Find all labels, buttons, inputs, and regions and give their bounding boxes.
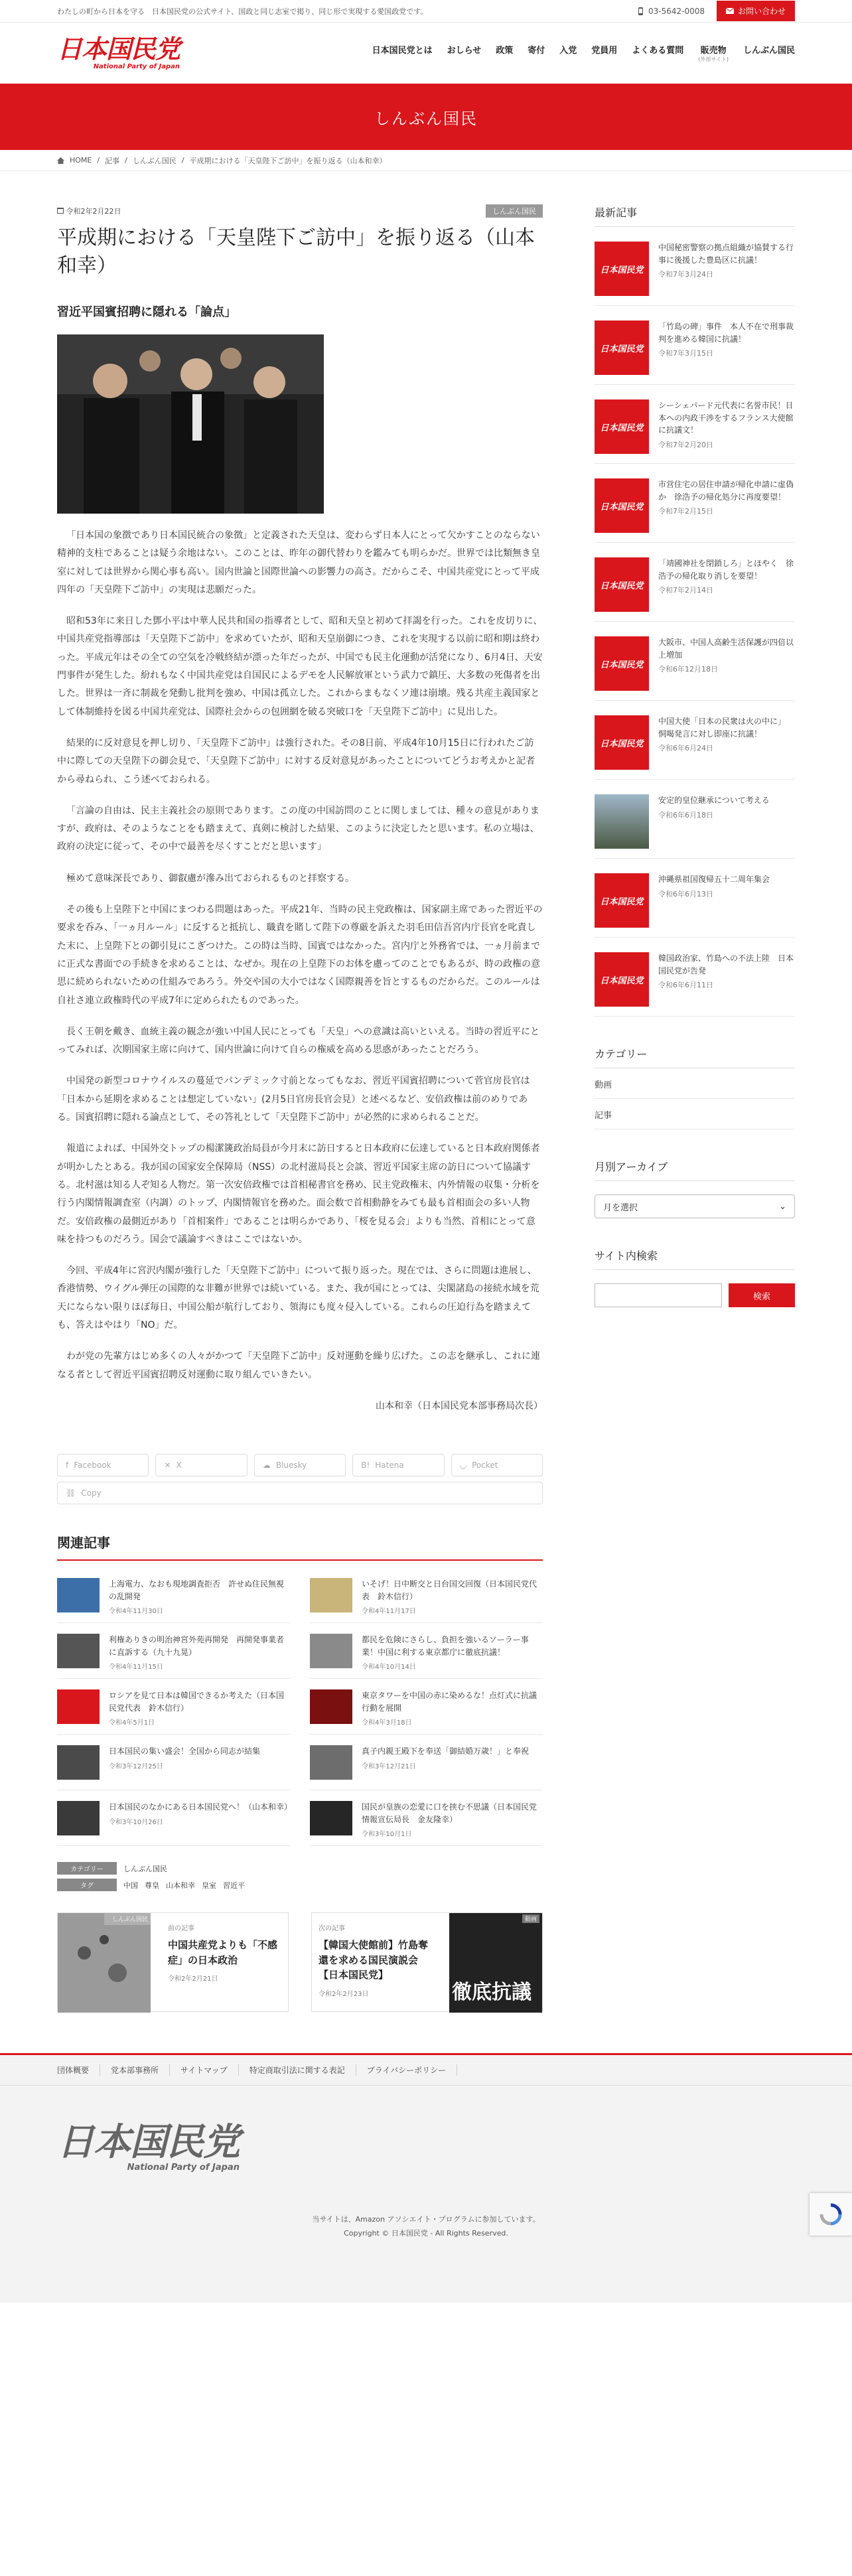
recent-post[interactable] (595, 385, 795, 464)
related-title: いそげ！日中断交と日台国交回復（日本国民党代表 鈴木信行） (362, 1579, 537, 1601)
sidebar (595, 204, 795, 2012)
recent-list (595, 227, 795, 1017)
footer-link[interactable]: プライバシーポリシー (366, 2066, 447, 2076)
related-date: 令和4年11月17日 (362, 1608, 416, 1616)
recent-title: 中国大使「日本の民衆は火の中に」 恫喝発言に対し即座に抗議！ (658, 717, 786, 739)
recent-title: シーシェパード元代表に名誉市民！日本への内政干渉をするフランス大使館に抗議文！ (658, 401, 794, 435)
prev-post-card[interactable]: しんぶん国民 前の記事 中国共産党よりも「不感症」の日本政治 令和2年2月21日 (57, 1912, 289, 2012)
related-date: 令和3年10月1日 (362, 1831, 412, 1839)
archive-heading: 月別アーカイブ (595, 1159, 795, 1181)
facebook-icon: f (66, 1461, 69, 1470)
related-thumbnail (57, 1634, 100, 1668)
related-title: 日本国民の集い盛会！全国から同志が結集 (109, 1747, 261, 1756)
breadcrumb-category[interactable]: しんぶん国民 (132, 156, 177, 165)
recent-date: 令和7年3月24日 (658, 270, 713, 279)
article-paragraph: わが党の先輩方はじめ多くの人々がかつて「天皇陛下ご訪中」反対運動を繰り広げた。この志を継承し、これに連なる者として習近平国賓招聘反対運動に取り組んでいきたい。 (57, 1351, 540, 1380)
article-paragraph: 報道によれば、中国外交トップの楊潔篪政治局員が今月末に訪日すると日本政府に伝達していると日本政府関係者が明かしたとある。我が国の国家安全保障局（NSS）の北村滋局長と会談、習近平国家主席の訪日について協議する。北村滋は知る人ぞ知る人物だ。第一次安倍政権では首相秘書官を務め、民主党政権末、内外情報の収集・分析を行う内閣情報調査室（内調）のトップ、内閣情報官を務めた。面会数で首相動静をみても最も首相面会の多い人物だ。安倍政権の最側近があり「首相案件」であることは明らかであり、「桜を見る会」よりも当然、首相にとって意味を持つものだろう。国会で議論すべきはここではないか。 (57, 1143, 540, 1245)
recent-date: 令和7年3月15日 (658, 349, 713, 358)
tag-link[interactable]: 山本和幸 (166, 1881, 195, 1890)
related-thumbnail (57, 1578, 100, 1612)
article-paragraph: 今回、平成4年に宮沢内閣が強行した「天皇陛下ご訪中」について振り返った。現在では、さらに問題は進展し、香港情勢、ウイグル弾圧の国際的な非難が世界では続いている。また、我が国にとっては、尖閣諸島の接続水域を荒天にならない限りほぼ毎日、中国公船が航行しており、領海にも度々侵入している。これらの圧迫行為を踏まえても、答えはやはり「NO」だ。 (57, 1265, 539, 1330)
nav-shop[interactable]: 販売物 (外部サイト) (698, 46, 729, 62)
recaptcha-icon (819, 2203, 842, 2226)
category-list (595, 1068, 795, 1129)
article-paragraph: 「言論の自由は、民主主義社会の原則であります。この度の中国訪問のことに関しましては、種々の意見がありますが、政府は、そのようなことをも踏まえて、真剣に検討した結果、このように決定したと思います。私の立場は、政府の決定に従って、その中で最善を尽くすことだと思います」 (57, 805, 539, 853)
related-item[interactable] (310, 1790, 543, 1846)
recent-post[interactable] (595, 780, 795, 859)
footer-link[interactable]: 党本部事務所 (111, 2066, 159, 2076)
related-date: 令和3年10月26日 (109, 1818, 163, 1826)
share-x-button[interactable]: ✕ X (155, 1454, 247, 1476)
copyright: Copyright © 日本国民党 - All Rights Reserved. (344, 2229, 508, 2238)
recent-thumbnail (595, 794, 649, 849)
copy-link-button[interactable]: ⛓ Copy (57, 1482, 543, 1504)
related-title: 上海電力、なおも現地調査拒否 許せぬ住民無視の乱開発 (109, 1579, 285, 1601)
article-photo (57, 334, 324, 514)
phone-icon (637, 7, 644, 15)
logo-subtitle: National Party of Japan (93, 62, 180, 70)
bluesky-icon: ☁ (262, 1461, 271, 1470)
footer-link[interactable]: 特定商取引法に関する表記 (249, 2066, 345, 2076)
recent-post[interactable] (595, 701, 795, 780)
article-paragraph: 結果的に反対意見を押し切り、「天皇陛下ご訪中」は強行された。その8日前、平成4年10月15日に行われたご訪中に際しての天皇陛下の御会見で、「天皇陛下ご訪中」に対する反対意見があったことについてどうお考えかと記者から尋ねられ、こう述べておられる。 (57, 737, 535, 785)
recaptcha-badge[interactable] (810, 2193, 852, 2236)
article-paragraph: 中国発の新型コロナウイルスの蔓延でパンデミック寸前となってもなお、習近平国賓招聘について菅官房長官は「日本から延期を求めることは想定していない」(2月5日官房長官会見）と述べるなど、安倍政権は前のめりである。国賓招聘に隠れる論点として、その答礼として「天皇陛下ご訪中」が必然的に求められることだ。 (57, 1076, 530, 1123)
breadcrumb-articles[interactable]: 記事 (105, 156, 120, 165)
site-tagline: わたしの町から日本を守る 日本国民党の公式サイト、国政と同じ志室で掲り、同じ形で実現する愛国政党です。 (57, 7, 428, 16)
footer-links (0, 2055, 852, 2086)
recent-thumbnail: 日本国民党 (595, 715, 649, 770)
phone-number[interactable]: 03-5642-0008 (637, 7, 705, 16)
related-title: ロシアを見て日本は韓国できるか考えた（日本国民党代表 鈴木信行） (109, 1691, 285, 1713)
page-banner: しんぶん国民 (0, 84, 852, 150)
site-logo[interactable] (57, 36, 180, 70)
recent-post[interactable] (595, 464, 795, 543)
related-date: 令和4年3月18日 (362, 1719, 412, 1727)
related-heading: 関連記事 (57, 1532, 543, 1561)
recent-thumbnail: 日本国民党 (595, 321, 649, 375)
article-subtitle: 習近平国賓招聘に隠れる「論点」 (57, 305, 236, 319)
recent-thumbnail: 日本国民党 (595, 557, 649, 612)
related-title: 東京タワーを中国の赤に染めるな！点灯式に抗議行動を展開 (362, 1691, 537, 1713)
nav-about[interactable]: 日本国民党とは (372, 46, 433, 56)
recent-title: 「靖國神社を閉鎖しろ」とほやく 徐浩予の帰化取り消しを要望！ (658, 559, 794, 581)
related-thumbnail (310, 1745, 352, 1780)
post-category-badge[interactable]: しんぶん国民 (486, 204, 543, 218)
recent-date: 令和7年2月20日 (658, 440, 713, 449)
recent-post[interactable] (595, 227, 795, 306)
next-post-card[interactable]: 次の記事 【韓国大使館前】竹島奪還を求める国民演説会【日本国民党】 令和2年2月23日 動画 徹底抗議 (311, 1912, 543, 2012)
footer-copy (0, 2213, 852, 2241)
article-paragraph: 昭和53年に来日した鄧小平は中華人民共和国の指導者として、昭和天皇と初めて拝謁を行った。これを皮切りに、中国共産党指導部は「天皇陛下ご訪中」を求めていたが、昭和天皇崩御につき、これを実現する以前に昭和期は終わった。平成元年はその全ての空気を冷戦終結が漂った年だったが、中国でも民主化運動が活発になり、6月4日、天安門事件が発生した。紛れもなく中国共産党は自国民によるデモを人民解放軍という武力で鎮圧、大多数の死傷者を出した。世界は一斉に制裁を発動し批判を強め、中国は孤立した。これからまもなくソ連は崩壊。残る共産主義国家として体制維持を図る中国共産党は、国際社会からの包囲網を破る突破口を「天皇陛下ご訪中」に見出した。 (57, 616, 543, 717)
related-item[interactable] (310, 1623, 543, 1679)
article-signature: 山本和幸（日本国民党本部事務局次長） (376, 1400, 543, 1411)
related-title: 真子内親王殿下を奉送「御結婚万歳！」と奉祝 (362, 1747, 530, 1756)
related-date: 令和3年12月25日 (109, 1762, 163, 1770)
recent-post[interactable] (595, 306, 795, 385)
category-label: カテゴリー (57, 1862, 117, 1875)
share-bluesky-button[interactable]: ☁ Bluesky (254, 1454, 346, 1476)
related-thumbnail (57, 1801, 100, 1835)
chevron-down-icon: ⌄ (779, 1201, 786, 1212)
related-date: 令和4年5月1日 (109, 1719, 155, 1727)
tag-link[interactable]: 習近平 (223, 1881, 245, 1890)
recent-title: 「竹島の碑」事件 本人不在で刑事裁判を進める韓国に抗議！ (658, 322, 794, 344)
recent-post[interactable] (595, 622, 795, 701)
calendar-icon (57, 207, 64, 214)
related-thumbnail (57, 1745, 100, 1780)
footer-link[interactable]: サイトマップ (180, 2066, 228, 2076)
search-button[interactable]: 検索 (729, 1283, 795, 1307)
contact-button[interactable]: お問い合わせ (717, 1, 795, 21)
home-icon (57, 157, 64, 164)
share-hatena-button[interactable]: B! Hatena (352, 1454, 444, 1476)
recent-date: 令和7年2月14日 (658, 586, 713, 595)
footer-logo[interactable]: 日本国民党 National Party of Japan (57, 2121, 240, 2173)
related-date: 令和3年12月21日 (362, 1762, 416, 1770)
recent-thumbnail: 日本国民党 (595, 873, 649, 928)
site-header (0, 23, 852, 84)
post-taxonomy (57, 1862, 543, 1891)
breadcrumb-current: 平成期における「天皇陛下ご訪中」を振り返る（山本和幸） (189, 156, 387, 165)
nav-donate[interactable]: 寄付 (528, 46, 545, 56)
search-form (595, 1283, 795, 1307)
recent-thumbnail: 日本国民党 (595, 399, 649, 454)
article-paragraph: 極めて意味深長であり、御叡慮が滲み出ておられるものと拝察する。 (66, 873, 354, 884)
related-title: 利権ありきの明治神宮外苑再開発 再開発事業者に直訴する（九十九晃） (109, 1635, 285, 1657)
related-thumbnail (57, 1689, 100, 1724)
share-buttons (57, 1454, 543, 1476)
recent-title: 市営住宅の居住申請が帰化申請に虚偽か 徐浩予の帰化処分に再度要望！ (658, 480, 794, 502)
related-title: 日本国民のなかにある日本国民党へ！（山本和幸） (109, 1802, 293, 1812)
related-date: 令和4年10月14日 (362, 1664, 416, 1672)
related-item[interactable] (310, 1567, 543, 1623)
breadcrumb-home[interactable]: HOME (70, 156, 92, 165)
recent-date: 令和6年6月24日 (658, 744, 713, 753)
recent-post[interactable] (595, 938, 795, 1017)
tag-link[interactable]: 尊皇 (145, 1881, 159, 1890)
recent-thumbnail: 日本国民党 (595, 242, 649, 296)
nav-news[interactable]: おしらせ (447, 46, 482, 56)
share-pocket-button[interactable]: ◡ Pocket (451, 1454, 543, 1476)
recent-title: 大阪市、中国人高齢生活保護が四倍以上増加 (658, 638, 794, 660)
recent-date: 令和6年12月18日 (658, 665, 718, 674)
next-post-thumbnail: 動画 徹底抗議 (449, 1913, 542, 2013)
recent-post[interactable] (595, 859, 795, 938)
related-item[interactable] (57, 1679, 290, 1735)
related-thumbnail (310, 1689, 352, 1724)
recent-thumbnail: 日本国民党 (595, 636, 649, 691)
related-title: 都民を危険にさらし、負担を強いるソーラー事業！中国に利する東京都庁に徹底抗議！ (362, 1635, 529, 1657)
prev-post-thumbnail: しんぶん国民 (58, 1913, 151, 2013)
nav-policy[interactable]: 政策 (496, 46, 514, 56)
related-thumbnail (310, 1801, 352, 1835)
archive-select[interactable]: 月を選択 ⌄ (595, 1194, 795, 1218)
article-body (57, 527, 543, 1415)
prev-next-nav (57, 1912, 543, 2012)
nav-faq[interactable]: よくある質問 (632, 46, 684, 56)
recent-title: 沖縄県祖国復帰五十二周年集会 (658, 875, 770, 884)
category-item-articles[interactable]: 記事 (595, 1111, 612, 1121)
main-content (57, 204, 543, 2012)
recent-date: 令和7年2月15日 (658, 507, 713, 516)
x-icon: ✕ (164, 1461, 171, 1470)
breadcrumb: HOME / 記事 / しんぶん国民 / 平成期における「天皇陛下ご訪中」を振り返る（山本和幸） (0, 150, 852, 171)
nav-members[interactable]: 党員用 (591, 46, 618, 56)
article-paragraph: 長く王朝を戴き、血統主義の観念が強い中国人民にとっても「天皇」への意識は高いといえる。当時の習近平にとってみれば、次期国家主席に向けて、国内世論に向けて自らの権威を高める思惑があったことだろう。 (57, 1026, 540, 1056)
recent-title: 中国秘密警察の拠点組織が協賛する行事に後援した豊島区に抗議！ (658, 243, 794, 265)
recent-thumbnail: 日本国民党 (595, 952, 649, 1007)
related-item[interactable] (57, 1567, 290, 1623)
page-title: 平成期における「天皇陛下ご訪中」を振り返る（山本和幸） (57, 226, 535, 277)
mail-icon (726, 8, 734, 14)
nav-shinbun[interactable]: しんぶん国民 (743, 46, 795, 56)
category-link[interactable]: しんぶん国民 (123, 1864, 167, 1873)
related-thumbnail (310, 1578, 352, 1612)
category-heading: カテゴリー (595, 1046, 795, 1068)
global-nav (372, 43, 795, 63)
recent-date: 令和6年6月13日 (658, 889, 713, 898)
related-date: 令和4年11月30日 (109, 1608, 163, 1616)
related-title: 国民が皇族の恋愛に口を挟む不思議（日本国民党情報宣伝局長 金友隆幸） (362, 1802, 537, 1824)
related-item[interactable] (57, 1790, 293, 1846)
search-input[interactable] (595, 1283, 722, 1307)
recent-thumbnail: 日本国民党 (595, 478, 649, 533)
site-footer (0, 2053, 852, 2303)
search-heading: サイト内検索 (595, 1248, 795, 1270)
recent-title: 韓国政治家、竹島への不法上陸 日本国民党が告発 (658, 954, 794, 975)
category-item-video[interactable]: 動画 (595, 1080, 612, 1090)
tag-link[interactable]: 中国 (123, 1881, 138, 1890)
logo-wordmark: 日本国民党 (57, 34, 180, 64)
recent-date: 令和6年6月18日 (658, 810, 713, 820)
tag-link[interactable]: 皇室 (202, 1881, 216, 1890)
amazon-notice: 当サイトは、Amazon アソシエイト・プログラムに参加しています。 (312, 2215, 540, 2224)
article-paragraph: 「日本国の象徴であり日本国民統合の象徴」と定義された天皇は、変わらず日本人にとって欠かすことのならない精神的支柱であることは疑う余地はない。このことは、昨年の御代替わりを鑑みても明らかだ。世界では比類無き皇室に対しては世界から関心事も高い。国内世論と国際世論への影響力の高さ。だからこそ、中国共産党にとって平成四年の「天皇陛下ご訪中」の実現は悲願だった。 (57, 530, 540, 595)
pocket-icon: ◡ (459, 1461, 467, 1470)
related-item[interactable] (57, 1735, 290, 1790)
recent-title: 安定的皇位継承について考える (658, 796, 770, 805)
related-date: 令和4年11月15日 (109, 1664, 163, 1672)
recent-date: 令和6年6月11日 (658, 981, 713, 990)
article-paragraph: その後も上皇陛下と中国にまつわる問題はあった。平成21年、当時の民主党政権は、国家副主席であった習近平の要求を呑み、「一ヵ月ルール」に反すると抵抗し、職責を賭して陛下の尊厳を訴えた羽毛田信吾宮内庁長官を叱責した末に、上皇陛下との御引見にこぎつけた。この時は当時、国賓ではなかった。宮内庁と外務省では、一ヵ月前までに正式な書面での手続きを求めることは、なぜか。現在の上皇陛下のお体を慮ってのことでもあるが、時の政権の意思に続められないための仕組みであろう。外交や国の大小ではなく国際親善を旨とするものだからだ。このルールは自社さ連立政権時代の平成7年に定められたものであった。 (57, 904, 543, 1006)
post-date: 令和2年2月22日 (57, 206, 121, 216)
tag-label: タグ (57, 1879, 117, 1891)
hatena-icon: B! (361, 1461, 370, 1470)
related-list (57, 1567, 543, 1846)
related-item[interactable] (310, 1679, 543, 1735)
recent-post[interactable] (595, 543, 795, 622)
share-facebook-button[interactable]: f Facebook (57, 1454, 149, 1476)
top-strip (0, 0, 852, 23)
related-item[interactable] (57, 1623, 290, 1679)
recent-heading: 最新記事 (595, 204, 795, 227)
footer-link[interactable]: 団体概要 (57, 2066, 90, 2076)
related-thumbnail (310, 1634, 352, 1668)
related-item[interactable] (310, 1735, 543, 1790)
nav-join[interactable]: 入党 (559, 46, 577, 56)
link-icon: ⛓ (66, 1488, 76, 1498)
